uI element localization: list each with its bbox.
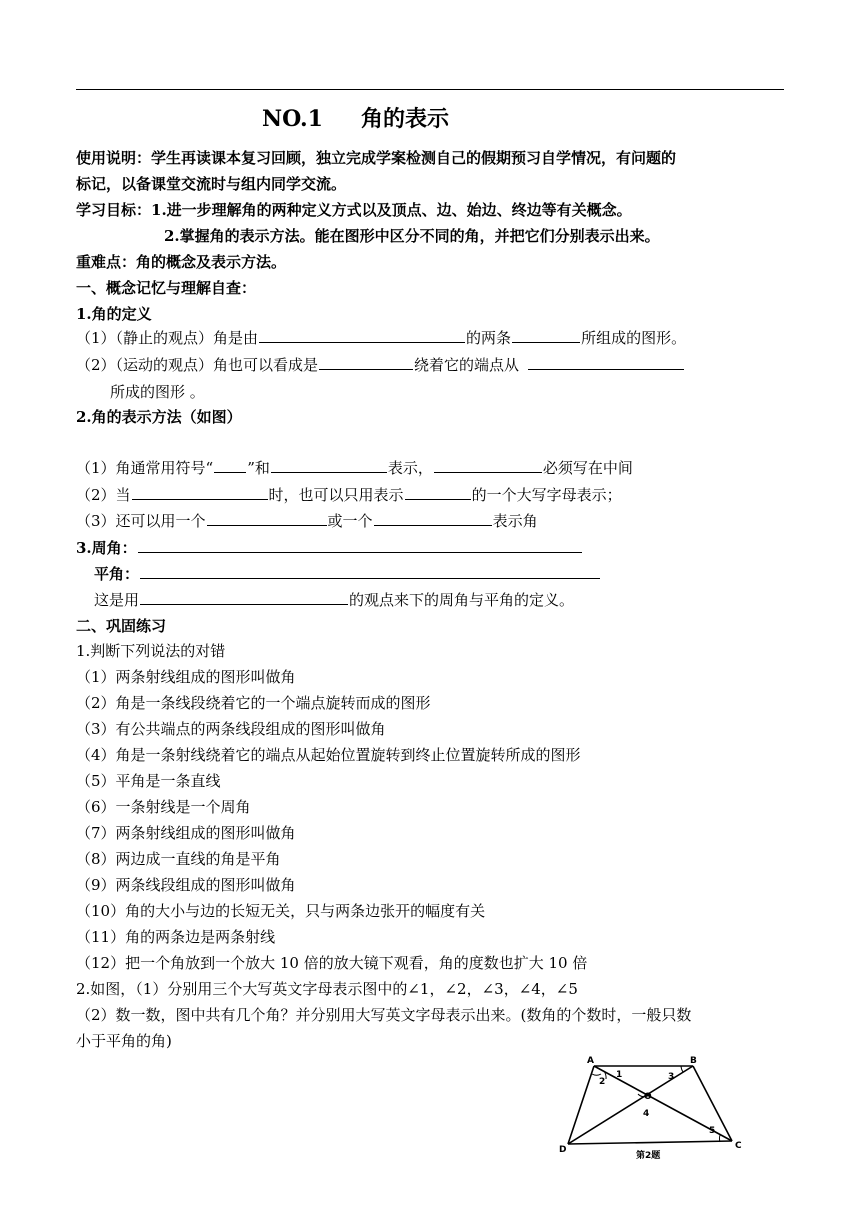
angle-arc-5 — [719, 1135, 720, 1142]
blank-field[interactable] — [140, 590, 348, 605]
goal-label: 学习目标： — [76, 201, 152, 219]
list-item: （4）角是一条射线绕着它的端点从起始位置旋转到终止位置旋转所成的图形 — [76, 746, 581, 764]
top-rule — [76, 89, 784, 90]
viewpoint-line: 这是用 的观点来下的周角与平角的定义。 — [94, 591, 575, 609]
straight-angle-line: 平角： — [94, 564, 601, 584]
goal-line-2: 2.掌握角的表示方法。能在图形中区分不同的角，并把它们分别表示出来。 — [164, 227, 660, 245]
list-item: （6）一条射线是一个周角 — [76, 798, 251, 816]
page-title — [262, 102, 449, 133]
figure-caption: 第2题 — [636, 1151, 661, 1161]
edge-ad — [568, 1066, 594, 1144]
angle-label-1: 1 — [616, 1070, 623, 1080]
blank-field[interactable] — [405, 485, 471, 500]
blank-field[interactable] — [207, 511, 327, 526]
representation-1: （1）角通常用符号“ ”和 表示， 必须写在中间 — [76, 459, 633, 477]
angle-label-4: 4 — [643, 1109, 650, 1119]
list-item: （11）角的两条边是两条射线 — [76, 928, 276, 946]
list-item: （8）两边成一直线的角是平角 — [76, 850, 281, 868]
trapezoid-diagram — [558, 1050, 750, 1162]
definition-static: （1）（静止的观点）角是由 的两条 所组成的图形。 — [76, 329, 687, 347]
blank-field[interactable] — [319, 355, 413, 370]
angle-arc-3 — [681, 1066, 683, 1072]
definition-heading: 1.角的定义 — [76, 305, 152, 323]
definition-dynamic-end: 所成的图形 。 — [110, 383, 205, 401]
edge-dc — [568, 1141, 732, 1144]
title-name: 角的表示 — [360, 106, 449, 132]
label-o: O — [644, 1092, 652, 1102]
label-b: B — [690, 1056, 697, 1066]
title-number: NO.1 — [262, 106, 323, 132]
blank-field[interactable] — [434, 458, 542, 473]
list-item: （2）角是一条线段绕着它的一个端点旋转而成的图形 — [76, 694, 431, 712]
trapezoid-figure — [558, 1050, 750, 1162]
blank-field[interactable] — [140, 564, 600, 579]
list-item: （1）两条射线组成的图形叫做角 — [76, 668, 296, 686]
angle-label-3: 3 — [668, 1072, 675, 1082]
blank-field[interactable] — [132, 485, 268, 500]
question-2-line-1: 2.如图，（1）分别用三个大写英文字母表示图中的∠1，∠2，∠3，∠4，∠5 — [76, 980, 578, 998]
usage-line-2: 标记，以备课堂交流时与组内同学交流。 — [76, 175, 347, 193]
label-c: C — [735, 1141, 742, 1151]
blank-field[interactable] — [374, 511, 492, 526]
blank-field[interactable] — [214, 458, 246, 473]
blank-field[interactable] — [512, 328, 580, 343]
representation-2: （2）当 时，也可以只用表示 的一个大写字母表示； — [76, 486, 622, 504]
list-item: （5）平角是一条直线 — [76, 772, 221, 790]
goal-1: 1.进一步理解角的两种定义方式以及顶点、边、始边、终边等有关概念。 — [151, 201, 632, 219]
question-2-line-2: （2）数一数，图中共有几个角？并分别用大写英文字母表示出来。(数角的个数时，一般只数 — [76, 1006, 692, 1024]
label-a: A — [587, 1056, 594, 1066]
list-item: （12）把一个角放到一个放大 10 倍的放大镜下观看，角的度数也扩大 10 倍 — [76, 954, 588, 972]
blank-field[interactable] — [259, 328, 465, 343]
goal-line-1 — [76, 200, 632, 220]
list-item: （9）两条线段组成的图形叫做角 — [76, 876, 296, 894]
usage-line-1: 使用说明：学生再读课本复习回顾，独立完成学案检测自己的假期预习自学情况，有问题的 — [76, 149, 677, 167]
list-item: （3）有公共端点的两条线段组成的图形叫做角 — [76, 720, 386, 738]
angle-label-2: 2 — [599, 1077, 606, 1087]
angle-arc-2 — [592, 1074, 601, 1075]
label-d: D — [559, 1145, 567, 1155]
full-angle-line: 3.周角： — [76, 538, 583, 558]
part2-heading: 二、巩固练习 — [76, 617, 167, 635]
list-item: （7）两条射线组成的图形叫做角 — [76, 824, 296, 842]
blank-field[interactable] — [528, 355, 684, 370]
blank-field[interactable] — [271, 458, 387, 473]
blank-field[interactable] — [138, 538, 582, 553]
question-2-line-3: 小于平角的角) — [76, 1032, 172, 1050]
key-points: 重难点：角的概念及表示方法。 — [76, 253, 287, 271]
part1-heading: 一、概念记忆与理解自查： — [76, 279, 257, 297]
representation-3: （3）还可以用一个 或一个 表示角 — [76, 512, 538, 530]
definition-dynamic: （2）（运动的观点）角也可以看成是 绕着它的端点从 — [76, 355, 685, 375]
representation-heading: 2.角的表示方法（如图） — [76, 408, 242, 426]
question-1: 1.判断下列说法的对错 — [76, 642, 226, 660]
list-item: （10）角的大小与边的长短无关，只与两条边张开的幅度有关 — [76, 902, 486, 920]
angle-label-5: 5 — [709, 1126, 716, 1136]
